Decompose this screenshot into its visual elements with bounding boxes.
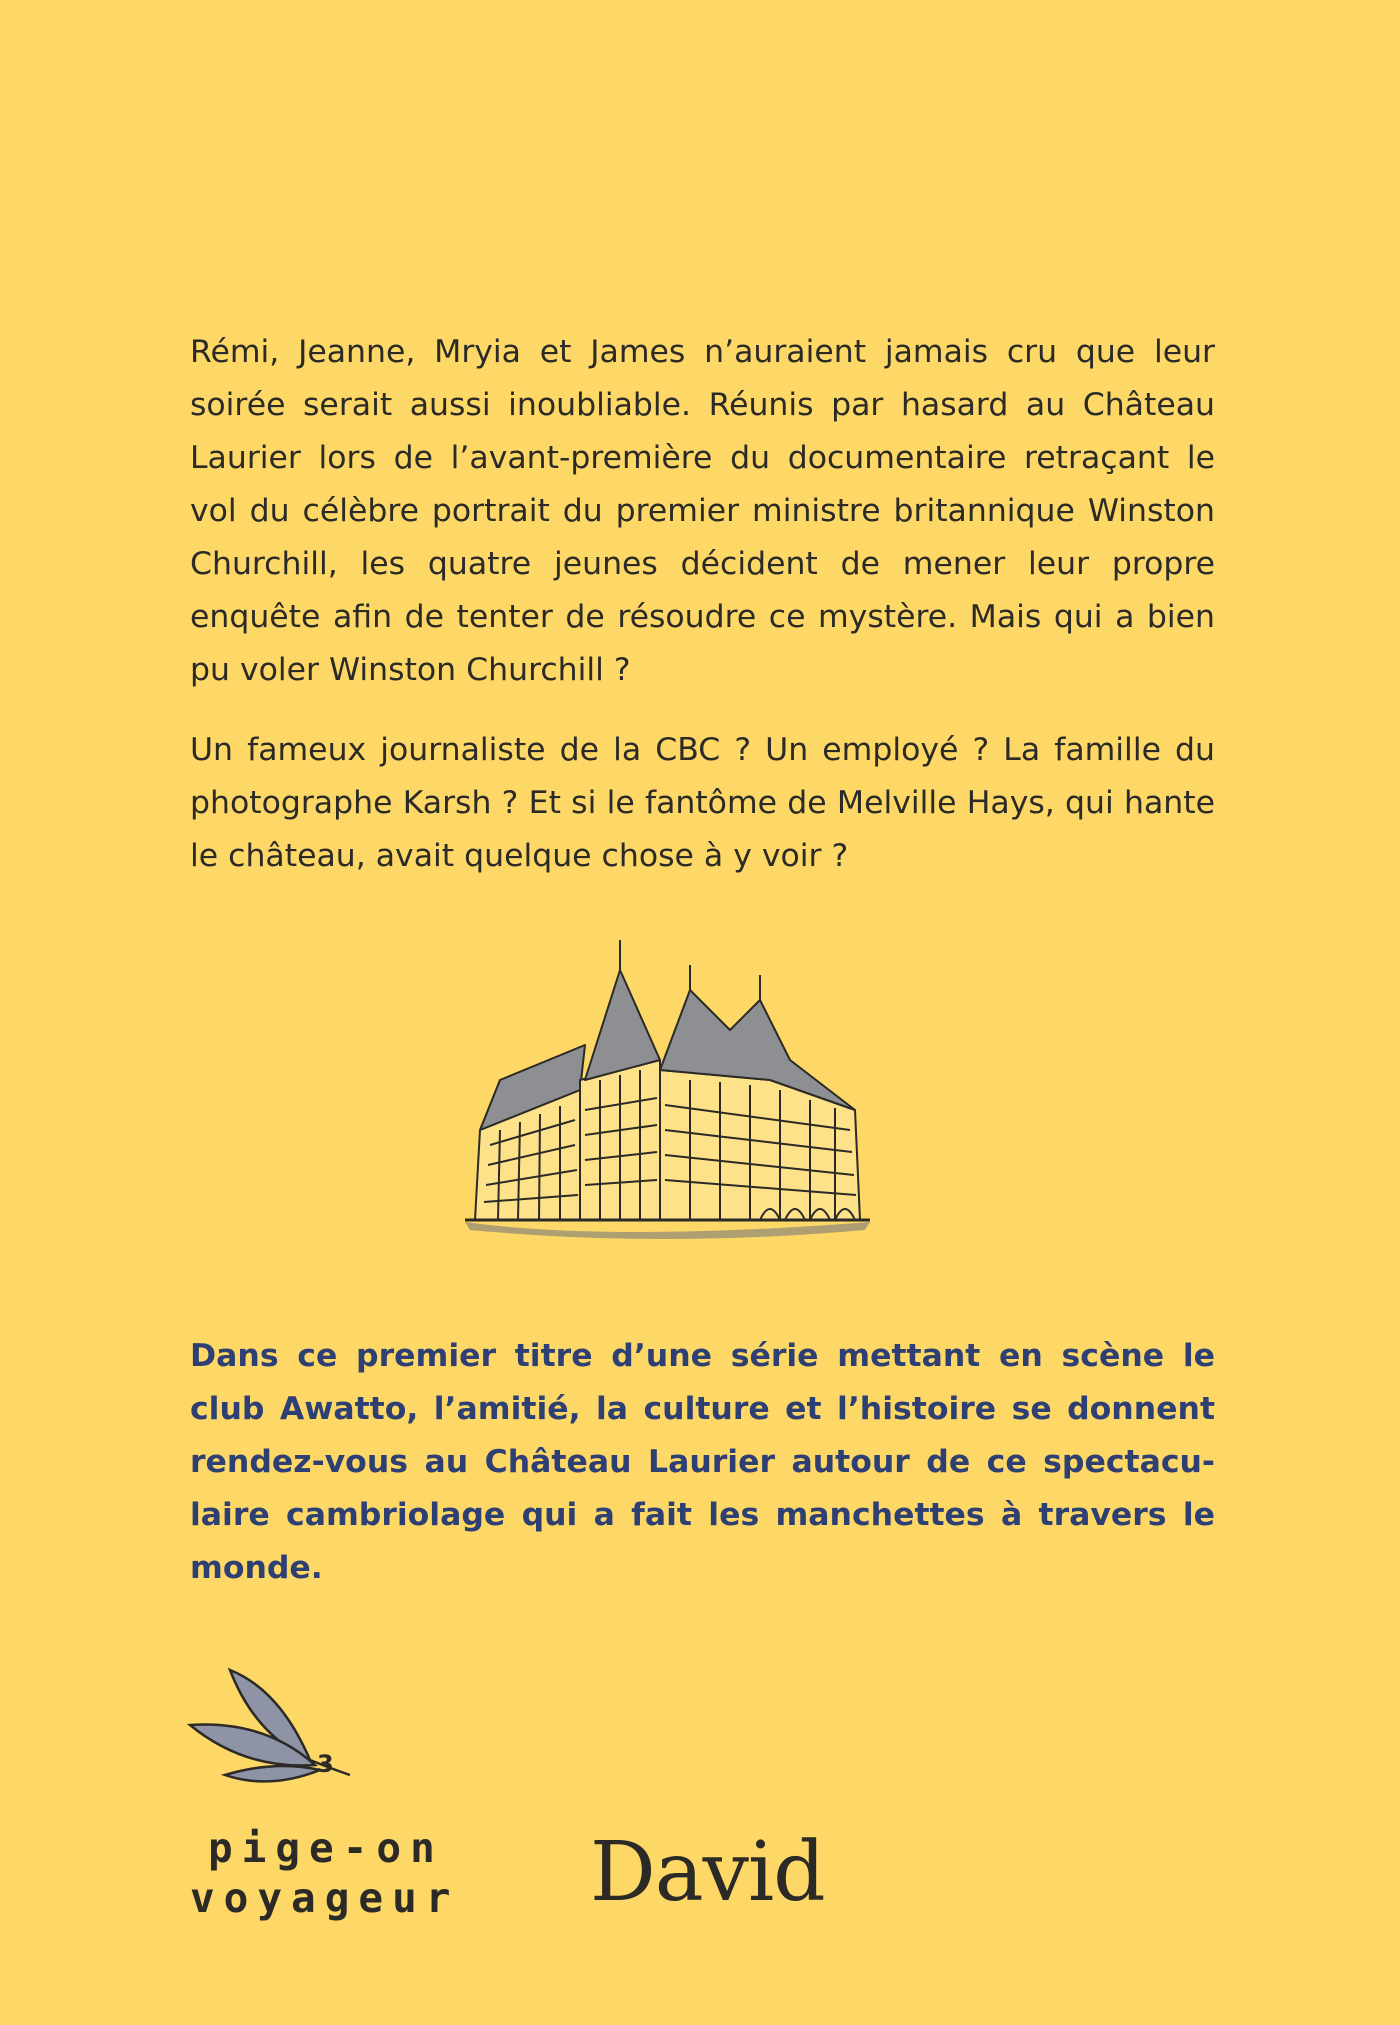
publisher-logo-david: David [590, 1825, 825, 1920]
blurb-paragraph-1: Rémi, Jeanne, Mryia et James n’auraient jamais cru que leur soirée serait aussi inoubliable. Réunis par hasard au Château Laurier lors de l’avant-première du documentaire retraçant le vol du célèbre portrait du premier ministre britannique Winston Churchill, les quatre jeunes décident de mener leur propre enquête afin de tenter de résoudre ce mystère. Mais qui a bien pu voler Winston Churchill ? [190, 334, 1215, 688]
collection-name-line-1: pige-on [208, 1824, 444, 1872]
blurb-paragraph-2: Un fameux journaliste de la CBC ? Un employé ? La famille du photographe Karsh ? Et si le fantôme de Melville Hays, qui hante le château, avait quelque chose à y voir ? [190, 732, 1215, 874]
collection-name-line-2: voyageur [190, 1874, 460, 1922]
leaves-icon [185, 1665, 360, 1790]
chateau-laurier-illustration [460, 930, 880, 1250]
pigeon-voyageur-logo [190, 1823, 460, 1923]
reading-level-number: 3 [317, 1750, 334, 1778]
series-teaser: Dans ce premier titre d’une série mettant en scène le club Awatto, l’amitié, la culture et l’histoire se donnent rendez-vous au Château Laurier autour de ce spectacu-laire cambriolage qui a fait les manchettes à travers le monde. [190, 1338, 1215, 1586]
